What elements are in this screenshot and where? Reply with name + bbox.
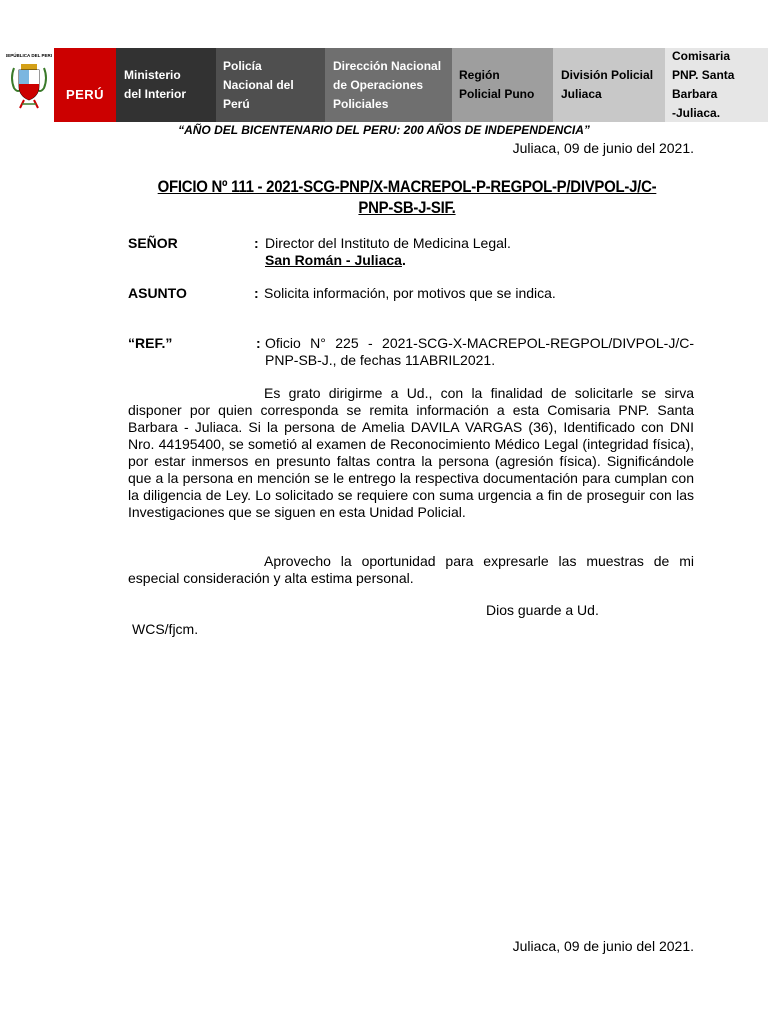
- segment-line: Policial Puno: [459, 87, 535, 101]
- senor-location: San Román - Juliaca: [265, 252, 402, 268]
- segment-line: Comisaria: [672, 49, 731, 63]
- date-top: Juliaca, 09 de junio del 2021.: [512, 140, 694, 156]
- year-motto: “AÑO DEL BICENTENARIO DEL PERU: 200 AÑOS DE INDEPENDENCIA”: [178, 123, 590, 137]
- segment-line: Ministerio: [124, 68, 181, 82]
- segment-line: Policía: [223, 58, 262, 73]
- senor-line2-suffix: .: [401, 252, 406, 268]
- asunto-colon: :: [254, 285, 259, 301]
- segment-line: Dirección Nacional: [333, 58, 442, 73]
- senor-colon: :: [254, 235, 259, 251]
- header-segment-direccion: [325, 48, 452, 122]
- initials: WCS/fjcm.: [132, 621, 199, 637]
- oficio-title: OFICIO Nº 111 - 2021-SCG-PNP/X-MACREPOL-P-REGPOL-P/DIVPOL-J/C-PNP-SB-J-SIF.: [157, 177, 657, 217]
- segment-line: del Interior: [124, 87, 187, 101]
- closing-salutation: Dios guarde a Ud.: [486, 602, 599, 618]
- senor-label: SEÑOR: [128, 235, 178, 251]
- peru-label: PERÚ: [65, 86, 105, 102]
- segment-line: Barbara: [672, 87, 718, 101]
- body-paragraph: Es grato dirigirme a Ud., con la finalidad de solicitarle se sirva disponer por quien corresponda se remita información a esta Comisaria PNP. Santa Barbara - Juliaca. Si la persona de Amelia DAVILA VARGAS (36), Identificado con DNI Nro. 44195400, se sometió al examen de Reconocimiento Médico Legal (integridad física), por estar inmersos en presunto faltas contra la persona (agresión física). Significándole que a la persona en mención se le entrego la respectiva documentación para cumplan con la diligencia de Ley. Lo solicitado se requiere con suma urgencia a fin de proseguir con las Investigaciones que se siguen en esta Unidad Policial.: [128, 385, 694, 520]
- segment-line: Juliaca: [561, 87, 602, 101]
- segment-line: PNP. Santa: [672, 68, 735, 82]
- header-segment-division: [553, 48, 665, 122]
- segment-line: de Operaciones: [333, 77, 424, 92]
- ref-label: “REF.”: [128, 335, 173, 351]
- ref-value: Oficio N° 225 - 2021-SCG-X-MACREPOL-REGPOL/DIVPOL-J/C-PNP-SB-J., de fechas 11ABRIL2021.: [265, 335, 694, 368]
- segment-line: Nacional del: [223, 77, 294, 92]
- header-segment-region: [452, 48, 553, 122]
- svg-text:REPÚBLICA DEL PERÚ: REPÚBLICA DEL PERÚ: [6, 53, 52, 58]
- header-segment-policia: [216, 48, 325, 122]
- ref-colon: :: [256, 335, 261, 351]
- segment-line: -Juliaca.: [672, 106, 721, 120]
- asunto-label: ASUNTO: [128, 285, 187, 301]
- coat-of-arms-icon: [6, 48, 52, 122]
- segment-line: Región: [459, 68, 500, 82]
- senor-value: [265, 235, 511, 269]
- peru-badge: [54, 48, 116, 122]
- segment-line: División Policial: [561, 68, 654, 82]
- segment-line: Perú: [223, 96, 250, 111]
- senor-line2: [265, 252, 511, 269]
- header-segment-ministerio: [116, 48, 216, 122]
- institutional-header: [0, 48, 768, 122]
- closing-paragraph: Aprovecho la oportunidad para expresarle las muestras de mi especial consideración y alta estima personal.: [128, 553, 694, 586]
- asunto-value: Solicita información, por motivos que se indica.: [264, 285, 556, 301]
- segment-line: Policiales: [333, 96, 389, 111]
- header-segment-comisaria: [665, 48, 768, 122]
- date-bottom: Juliaca, 09 de junio del 2021.: [512, 938, 694, 954]
- senor-line1: Director del Instituto de Medicina Legal.: [265, 235, 511, 251]
